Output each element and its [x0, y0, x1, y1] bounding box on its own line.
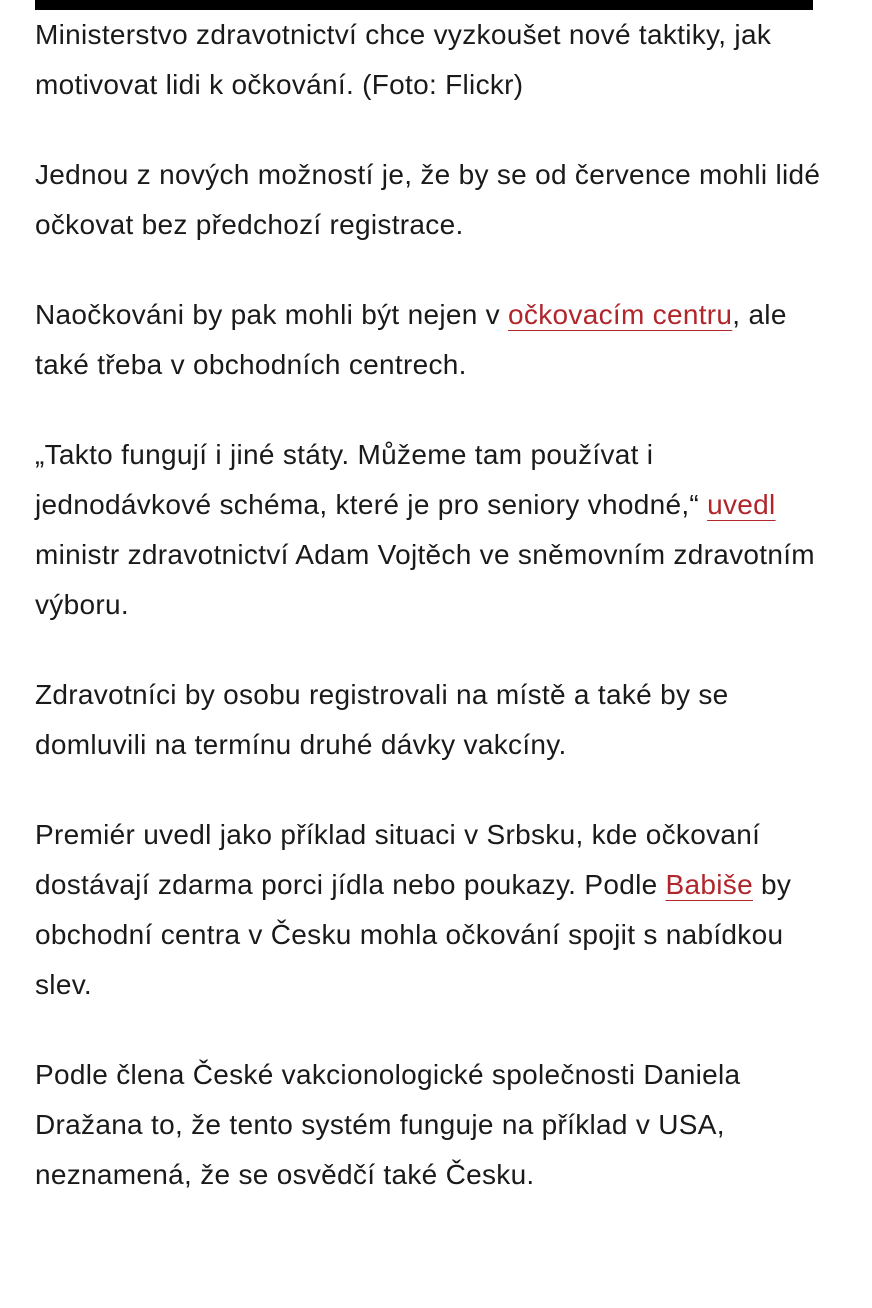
paragraph-2-text-after: , ale také třeba v obchodních centrech.: [35, 299, 787, 380]
article-photo-edge: [35, 0, 813, 10]
link-ockovaci-centrum[interactable]: očkovacím centru: [508, 299, 733, 330]
paragraph-6-text: Podle člena České vakcionologické společnosti Daniela Dražana to, že tento systém funguje na příklad v USA, neznamená, že se osvědčí také Česku.: [35, 1059, 741, 1190]
paragraph-1: [35, 150, 825, 250]
paragraph-3-text-before: „Takto fungují i jiné státy. Můžeme tam používat i jednodávkové schéma, které je pro seniory vhodné,“: [35, 439, 708, 520]
paragraph-2: [35, 290, 825, 390]
article-body: [35, 10, 825, 1200]
paragraph-3: [35, 430, 825, 630]
paragraph-4-text: Zdravotníci by osobu registrovali na místě a také by se domluvili na termínu druhé dávky vakcíny.: [35, 679, 729, 760]
paragraph-4: [35, 670, 825, 770]
paragraph-1-text: Jednou z nových možností je, že by se od července mohli lidé očkovat bez předchozí registrace.: [35, 159, 821, 240]
link-babise[interactable]: Babiše: [665, 869, 753, 900]
paragraph-5-text-after: by obchodní centra v Česku mohla očkování spojit s nabídkou slev.: [35, 869, 792, 1000]
paragraph-5-text-before: Premiér uvedl jako příklad situaci v Srbsku, kde očkovaní dostávají zdarma porci jídla nebo poukazy. Podle: [35, 819, 761, 900]
paragraph-2-text-before: Naočkováni by pak mohli být nejen v: [35, 299, 509, 330]
link-uvedl[interactable]: uvedl: [707, 489, 776, 520]
paragraph-3-text-after: ministr zdravotnictví Adam Vojtěch ve sněmovním zdravotním výboru.: [35, 539, 815, 620]
paragraph-6: [35, 1050, 825, 1200]
photo-caption: Ministerstvo zdravotnictví chce vyzkoušet nové taktiky, jak motivovat lidi k očkování. (Foto: Flickr): [35, 19, 772, 100]
paragraph-5: [35, 810, 825, 1010]
